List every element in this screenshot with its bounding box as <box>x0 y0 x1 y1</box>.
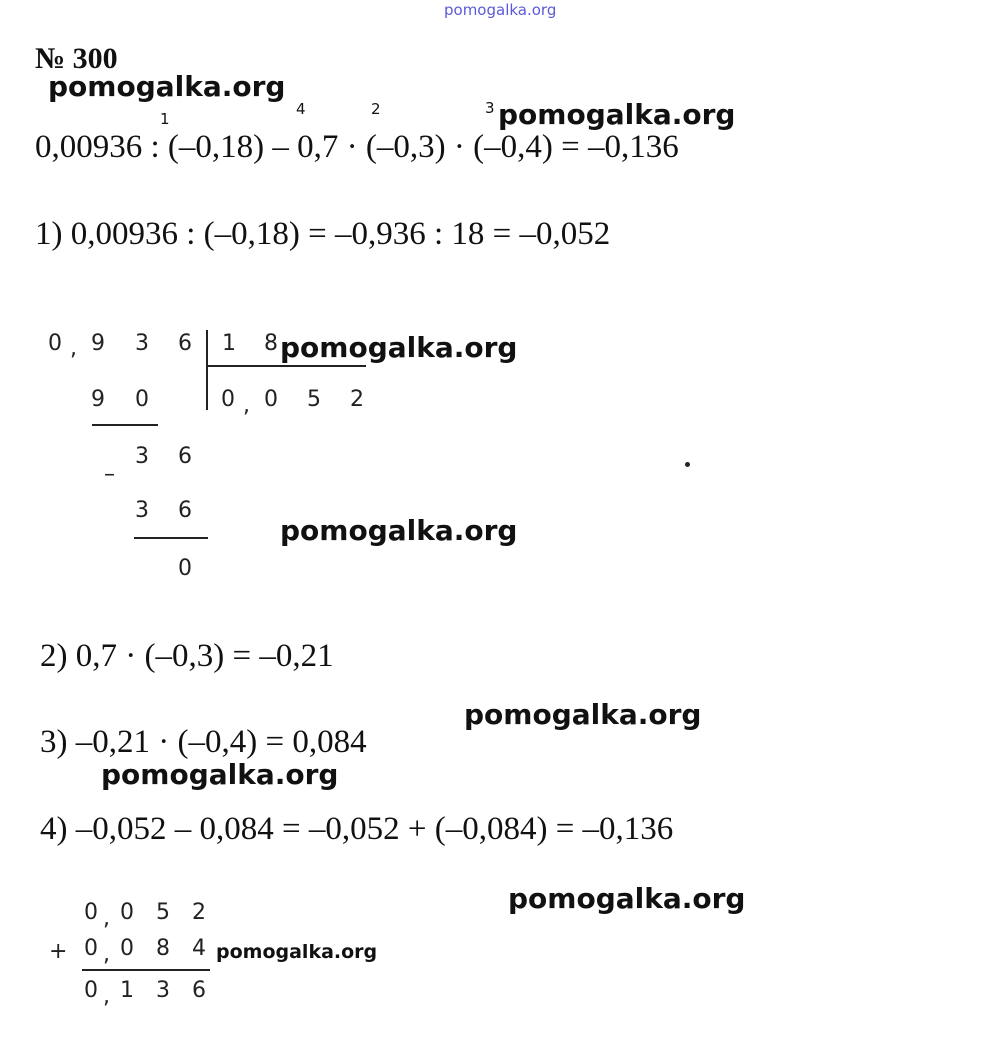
subtrahend-digit: 9 <box>91 387 105 412</box>
division-horizontal-bar <box>206 365 366 367</box>
watermark: pomogalka.org <box>101 758 339 791</box>
watermark: pomogalka.org <box>280 331 518 364</box>
subtrahend-digit: 0 <box>135 387 149 412</box>
minus-sign: – <box>104 462 115 487</box>
dividend-digit: 9 <box>91 331 105 356</box>
quotient-comma: , <box>243 393 250 418</box>
sum-digit: 6 <box>192 978 206 1003</box>
addend-digit: 0 <box>84 900 98 925</box>
stray-dot <box>685 462 690 467</box>
watermark: pomogalka.org <box>498 98 736 131</box>
subtraction-line <box>92 424 158 426</box>
watermark: pomogalka.org <box>216 941 378 963</box>
sum-digit: 3 <box>156 978 170 1003</box>
quotient-digit: 0 <box>221 387 235 412</box>
dividend-digit: 3 <box>135 331 149 356</box>
quotient-digit: 2 <box>350 387 364 412</box>
division-vertical-bar <box>206 330 208 410</box>
watermark: pomogalka.org <box>508 882 746 915</box>
sum-line <box>82 969 210 971</box>
quotient-digit: 5 <box>307 387 321 412</box>
watermark: pomogalka.org <box>48 70 286 103</box>
dividend-digit: 6 <box>178 331 192 356</box>
dividend-comma: , <box>70 336 77 361</box>
plus-sign: + <box>49 939 68 964</box>
addend-digit: 5 <box>156 900 170 925</box>
subtraction-line <box>134 537 208 539</box>
step-2: 2) 0,7 · (–0,3) = –0,21 <box>40 638 334 674</box>
order-mark: 4 <box>296 100 306 118</box>
remainder-digit: 6 <box>178 444 192 469</box>
subtrahend-digit: 3 <box>135 498 149 523</box>
addend-digit: 8 <box>156 936 170 961</box>
addend-digit: 4 <box>192 936 206 961</box>
step-3: 3) –0,21 · (–0,4) = 0,084 <box>40 724 367 760</box>
watermark: pomogalka.org <box>280 514 518 547</box>
step-1: 1) 0,00936 : (–0,18) = –0,936 : 18 = –0,052 <box>35 216 611 252</box>
addend-digit: 2 <box>192 900 206 925</box>
main-expression: 0,00936 : (–0,18) – 0,7 · (–0,3) · (–0,4) = –0,136 <box>35 129 679 165</box>
addend-comma: , <box>103 942 110 967</box>
sum-digit: 1 <box>120 978 134 1003</box>
final-remainder: 0 <box>178 556 192 581</box>
addend-digit: 0 <box>120 936 134 961</box>
addend-digit: 0 <box>84 936 98 961</box>
divisor-digit: 8 <box>264 331 278 356</box>
remainder-digit: 3 <box>135 444 149 469</box>
watermark: pomogalka.org <box>464 698 702 731</box>
order-mark: 1 <box>160 110 170 128</box>
sum-digit: 0 <box>84 978 98 1003</box>
addend-digit: 0 <box>120 900 134 925</box>
addend-comma: , <box>103 906 110 931</box>
header-site-link[interactable]: pomogalka.org <box>444 1 557 19</box>
step-4: 4) –0,052 – 0,084 = –0,052 + (–0,084) = –0,136 <box>40 811 674 847</box>
dividend-digit: 0 <box>48 331 62 356</box>
divisor-digit: 1 <box>222 331 236 356</box>
subtrahend-digit: 6 <box>178 498 192 523</box>
order-mark: 3 <box>485 99 495 117</box>
problem-number-title: № 300 <box>35 42 118 75</box>
sum-comma: , <box>103 984 110 1009</box>
quotient-digit: 0 <box>264 387 278 412</box>
order-mark: 2 <box>371 100 381 118</box>
